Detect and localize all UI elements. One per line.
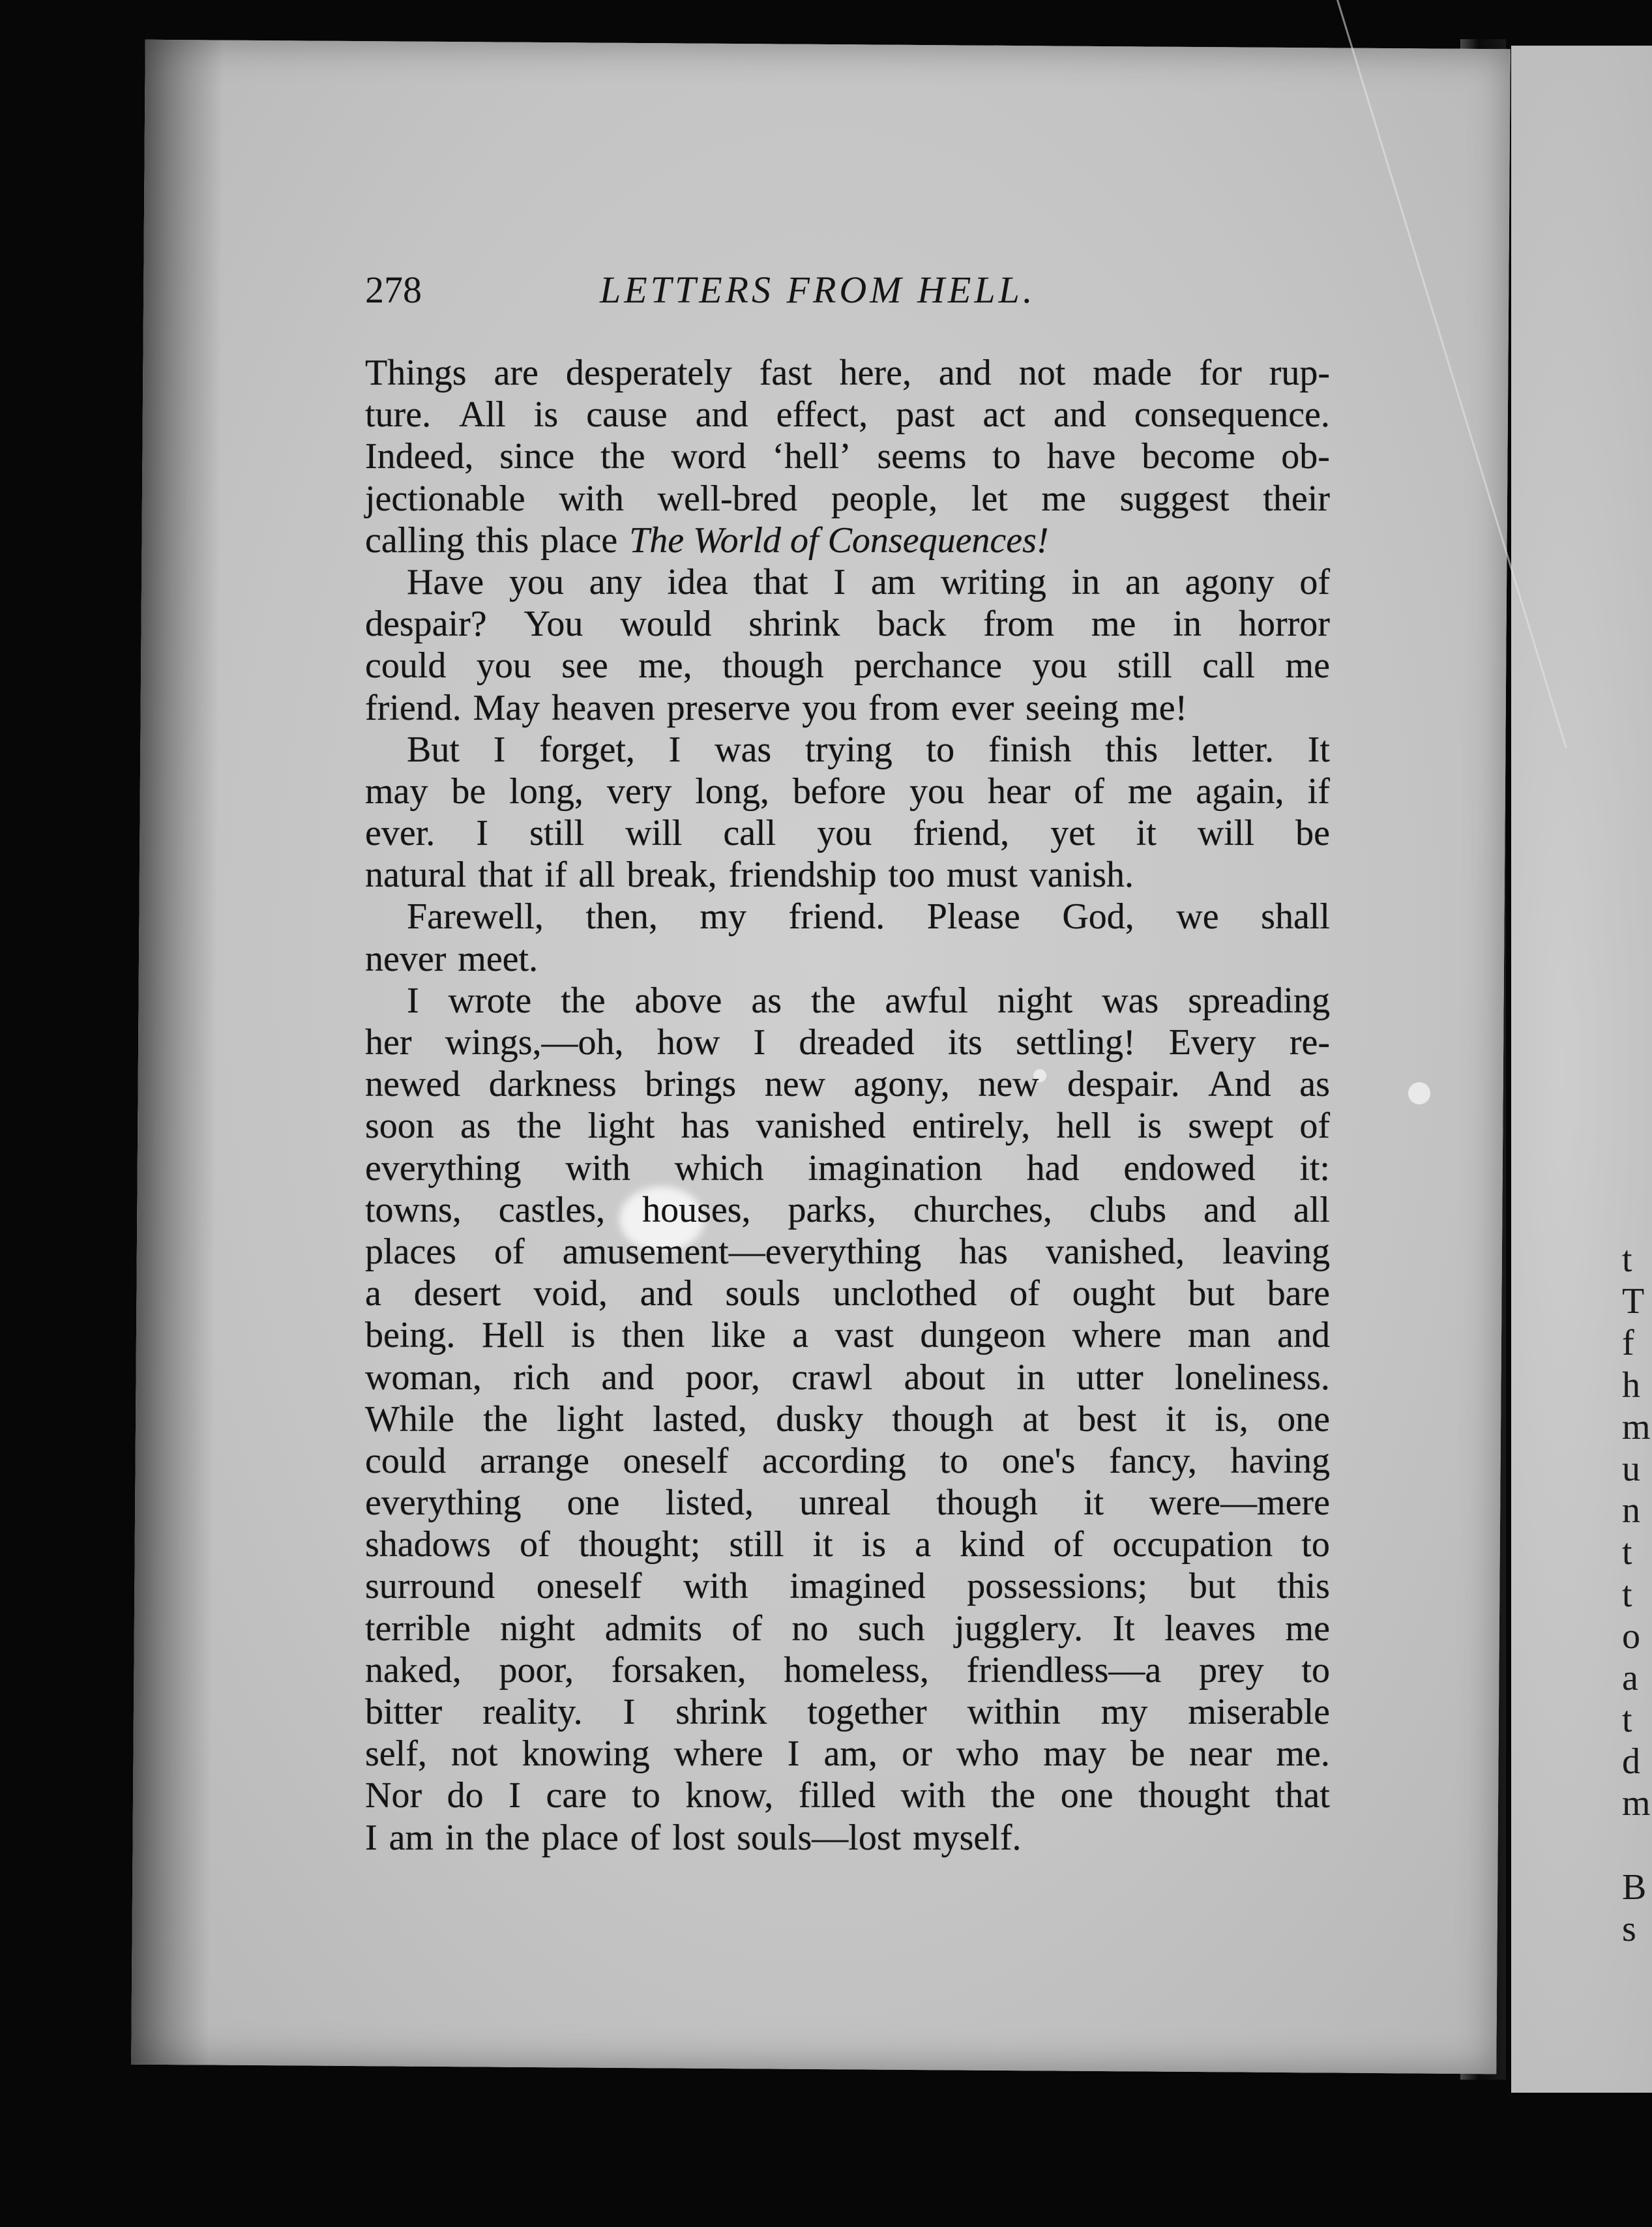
text-line: soon as the light has vanished entirely, hell is swept of <box>365 1106 1330 1147</box>
text-line: self, not knowing where I am, or who may be near me. <box>365 1733 1330 1775</box>
text-line: never meet. <box>365 938 538 979</box>
text-line: everything one listed, unreal though it were—mere <box>365 1482 1330 1524</box>
text-line: But I forget, I was trying to finish this letter. It <box>407 729 1330 770</box>
text-line: jectionable with well-bred people, let me suggest their <box>365 478 1330 519</box>
text-line: terrible night admits of no such jugglery. It leaves me <box>365 1608 1330 1649</box>
text-line: may be long, very long, before you hear of me again, if <box>365 771 1330 812</box>
text-line: Indeed, since the word ‘hell’ seems to have become ob- <box>365 436 1330 477</box>
text-line: her wings,—oh, how I dreaded its settling! Every re- <box>365 1022 1330 1063</box>
facing-page-fragment: h <box>1622 1364 1640 1406</box>
facing-page-text-fragments <box>1622 1239 1652 1950</box>
body-text <box>365 352 1330 1859</box>
text-line: Have you any idea that I am writing in an agony of <box>407 561 1330 602</box>
paragraph <box>365 729 1330 896</box>
text-line: While the light lasted, dusky though at best it is, one <box>365 1398 1330 1439</box>
text-line: shadows of thought; still it is a kind of occupation to <box>365 1524 1330 1565</box>
text-line: a desert void, and souls unclothed of ought but bare <box>365 1273 1330 1314</box>
text-line: friend. May heaven preserve you from ever seeing me! <box>365 687 1188 728</box>
facing-page-fragment: u <box>1622 1448 1640 1489</box>
text-line: could arrange oneself according to one's fancy, having <box>365 1440 1330 1481</box>
facing-page-fragment: n <box>1622 1490 1640 1531</box>
text-line: Nor do I care to know, filled with the one thought that <box>365 1775 1330 1816</box>
text-line: could you see me, though perchance you still call me <box>365 645 1330 686</box>
text-line: being. Hell is then like a vast dungeon where man and <box>365 1315 1330 1356</box>
facing-page-fragment: t <box>1622 1239 1632 1280</box>
text-line: natural that if all break, friendship too must vanish. <box>365 855 1134 896</box>
text-line: ture. All is cause and effect, past act and consequence. <box>365 394 1330 435</box>
text-line: woman, rich and poor, crawl about in utter loneliness. <box>365 1357 1330 1398</box>
paragraph <box>365 896 1330 979</box>
text-line: despair? You would shrink back from me in horror <box>365 604 1330 645</box>
text-line: Farewell, then, my friend. Please God, we shall <box>407 896 1330 937</box>
paragraph <box>365 980 1330 1859</box>
facing-page-fragment <box>1622 1825 1652 1866</box>
facing-page-fragment: s <box>1622 1909 1636 1949</box>
text-line: surround oneself with imagined possessions; but this <box>365 1566 1330 1607</box>
page-number: 278 <box>365 269 422 311</box>
facing-page-fragment: a <box>1622 1657 1638 1698</box>
text-line: bitter reality. I shrink together within my miserable <box>365 1692 1330 1732</box>
facing-page-fragment: f <box>1622 1323 1634 1364</box>
facing-page-fragment: B <box>1622 1866 1647 1908</box>
text-line: newed darkness brings new agony, new despair. And as <box>365 1064 1330 1105</box>
text-line: towns, castles, houses, parks, churches, clubs and all <box>365 1189 1330 1230</box>
running-title: LETTERS FROM HELL. <box>600 269 1036 311</box>
text-line: calling this place The World of Consequences! <box>365 520 1049 561</box>
facing-page-fragment: t <box>1622 1700 1632 1741</box>
facing-page-fragment: m <box>1622 1406 1651 1447</box>
facing-page-fragment: m <box>1622 1783 1651 1824</box>
facing-page-fragment: T <box>1622 1281 1645 1322</box>
text-line: ever. I still will call you friend, yet it will be <box>365 813 1330 854</box>
paper-speck <box>1408 1082 1430 1104</box>
facing-page-fragment: t <box>1622 1532 1632 1573</box>
running-header <box>365 261 1343 319</box>
facing-page-fragment: o <box>1622 1615 1640 1657</box>
text-line: naked, poor, forsaken, homeless, friendless—a prey to <box>365 1649 1330 1690</box>
text-line: everything with which imagination had endowed it: <box>365 1147 1330 1188</box>
paragraph <box>365 352 1330 561</box>
text-line: Things are desperately fast here, and not made for rup- <box>365 353 1330 393</box>
text-line: I am in the place of lost souls—lost myself. <box>365 1817 1022 1858</box>
facing-page-fragment: t <box>1622 1574 1632 1615</box>
paragraph <box>365 561 1330 729</box>
text-line: I wrote the above as the awful night was spreading <box>407 980 1330 1021</box>
facing-page-fragment: d <box>1622 1741 1640 1782</box>
text-line: places of amusement—everything has vanished, leaving <box>365 1231 1330 1272</box>
